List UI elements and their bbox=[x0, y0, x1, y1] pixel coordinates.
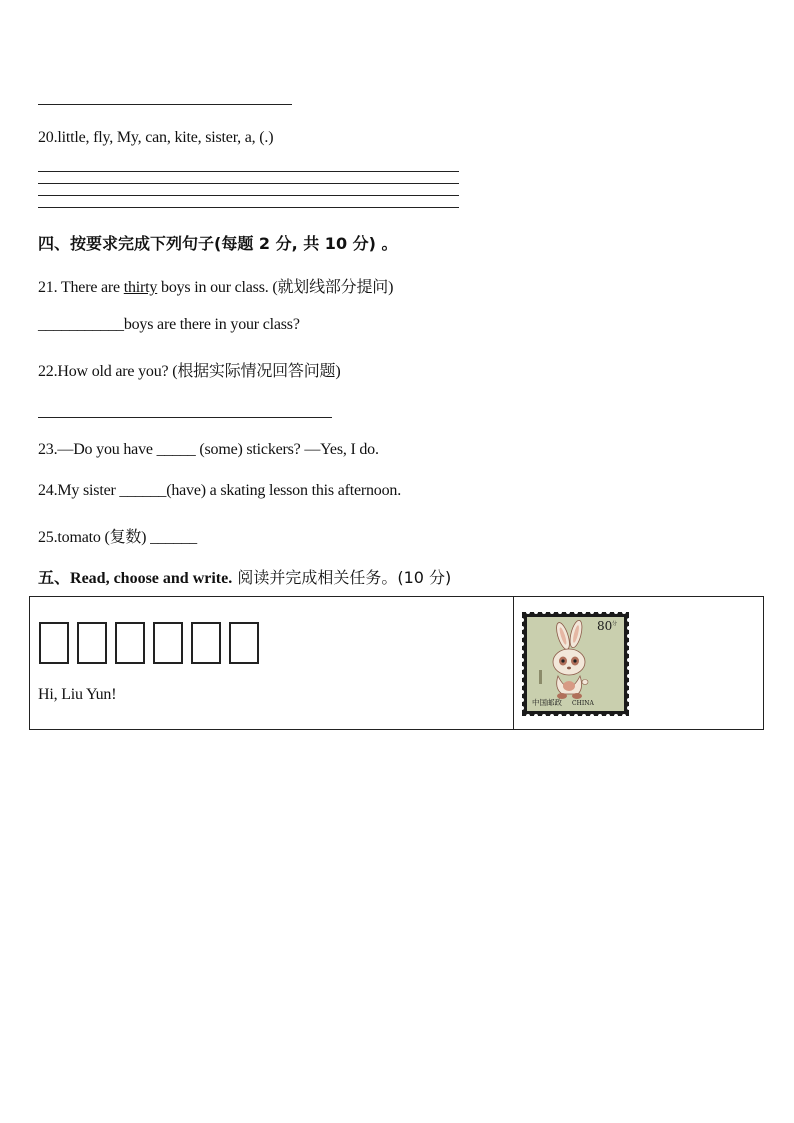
section-5-title bbox=[38, 565, 451, 588]
postcode-box-4[interactable] bbox=[153, 622, 183, 664]
postcode-box-1[interactable] bbox=[39, 622, 69, 664]
question-23 bbox=[38, 441, 379, 459]
question-number: 24. bbox=[38, 482, 58, 499]
question-text: little, fly, My, can, kite, sister, a, (.) bbox=[57, 129, 274, 146]
question-text-before: . There are bbox=[53, 279, 124, 296]
answer-line-22 bbox=[38, 417, 332, 418]
postcode-box-2[interactable] bbox=[77, 622, 107, 664]
stamp-image bbox=[522, 612, 629, 716]
section-5-suffix: 阅读并完成相关任务。(10 分) bbox=[232, 568, 452, 587]
postcode-box-6[interactable] bbox=[229, 622, 259, 664]
question-number: 22. bbox=[38, 363, 58, 380]
question-21 bbox=[38, 274, 393, 297]
question-24 bbox=[38, 482, 401, 500]
question-text: tomato (复数) ______ bbox=[57, 529, 197, 546]
question-text: How old are you? (根据实际情况回答问题) bbox=[57, 363, 341, 380]
section-4-title: 四、按要求完成下列句子(每题 2 分, 共 10 分) 。 bbox=[38, 234, 398, 253]
question-text: —Do you have _____ (some) stickers? —Yes, I do. bbox=[57, 441, 379, 458]
question-25 bbox=[38, 524, 197, 547]
postcode-box-5[interactable] bbox=[191, 622, 221, 664]
postcard-greeting: Hi, Liu Yun! bbox=[38, 686, 117, 703]
answer-text: boys are there in your class? bbox=[123, 316, 300, 333]
underlined-word: thirty bbox=[123, 279, 158, 296]
question-number: 20. bbox=[38, 129, 58, 146]
question-21-answer bbox=[38, 316, 300, 334]
answer-line-20-d bbox=[38, 207, 459, 208]
stamp-issuer-en: CHINA bbox=[572, 700, 594, 707]
stamp-value-unit: 分 bbox=[612, 621, 618, 627]
section-5-prefix: 五、 bbox=[38, 568, 71, 587]
question-text: My sister ______(have) a skating lesson this afternoon. bbox=[57, 482, 402, 499]
answer-line-19 bbox=[38, 104, 292, 105]
question-number: 23. bbox=[38, 441, 58, 458]
section-5-english: Read, choose and write. bbox=[70, 570, 233, 587]
question-22 bbox=[38, 358, 340, 381]
answer-line-20-b bbox=[38, 183, 459, 184]
answer-line-20-a bbox=[38, 171, 459, 172]
postcode-box-3[interactable] bbox=[115, 622, 145, 664]
answer-blank: ___________ bbox=[38, 316, 124, 333]
postcard-divider bbox=[513, 596, 514, 730]
question-number: 25. bbox=[38, 529, 58, 546]
question-number: 21 bbox=[38, 279, 54, 296]
stamp-issuer: 中国邮政 bbox=[532, 698, 562, 707]
question-20 bbox=[38, 129, 273, 147]
question-text-after: boys in our class. (就划线部分提问) bbox=[157, 279, 394, 296]
stamp-value: 80 bbox=[597, 619, 613, 633]
answer-line-20-c bbox=[38, 195, 459, 196]
